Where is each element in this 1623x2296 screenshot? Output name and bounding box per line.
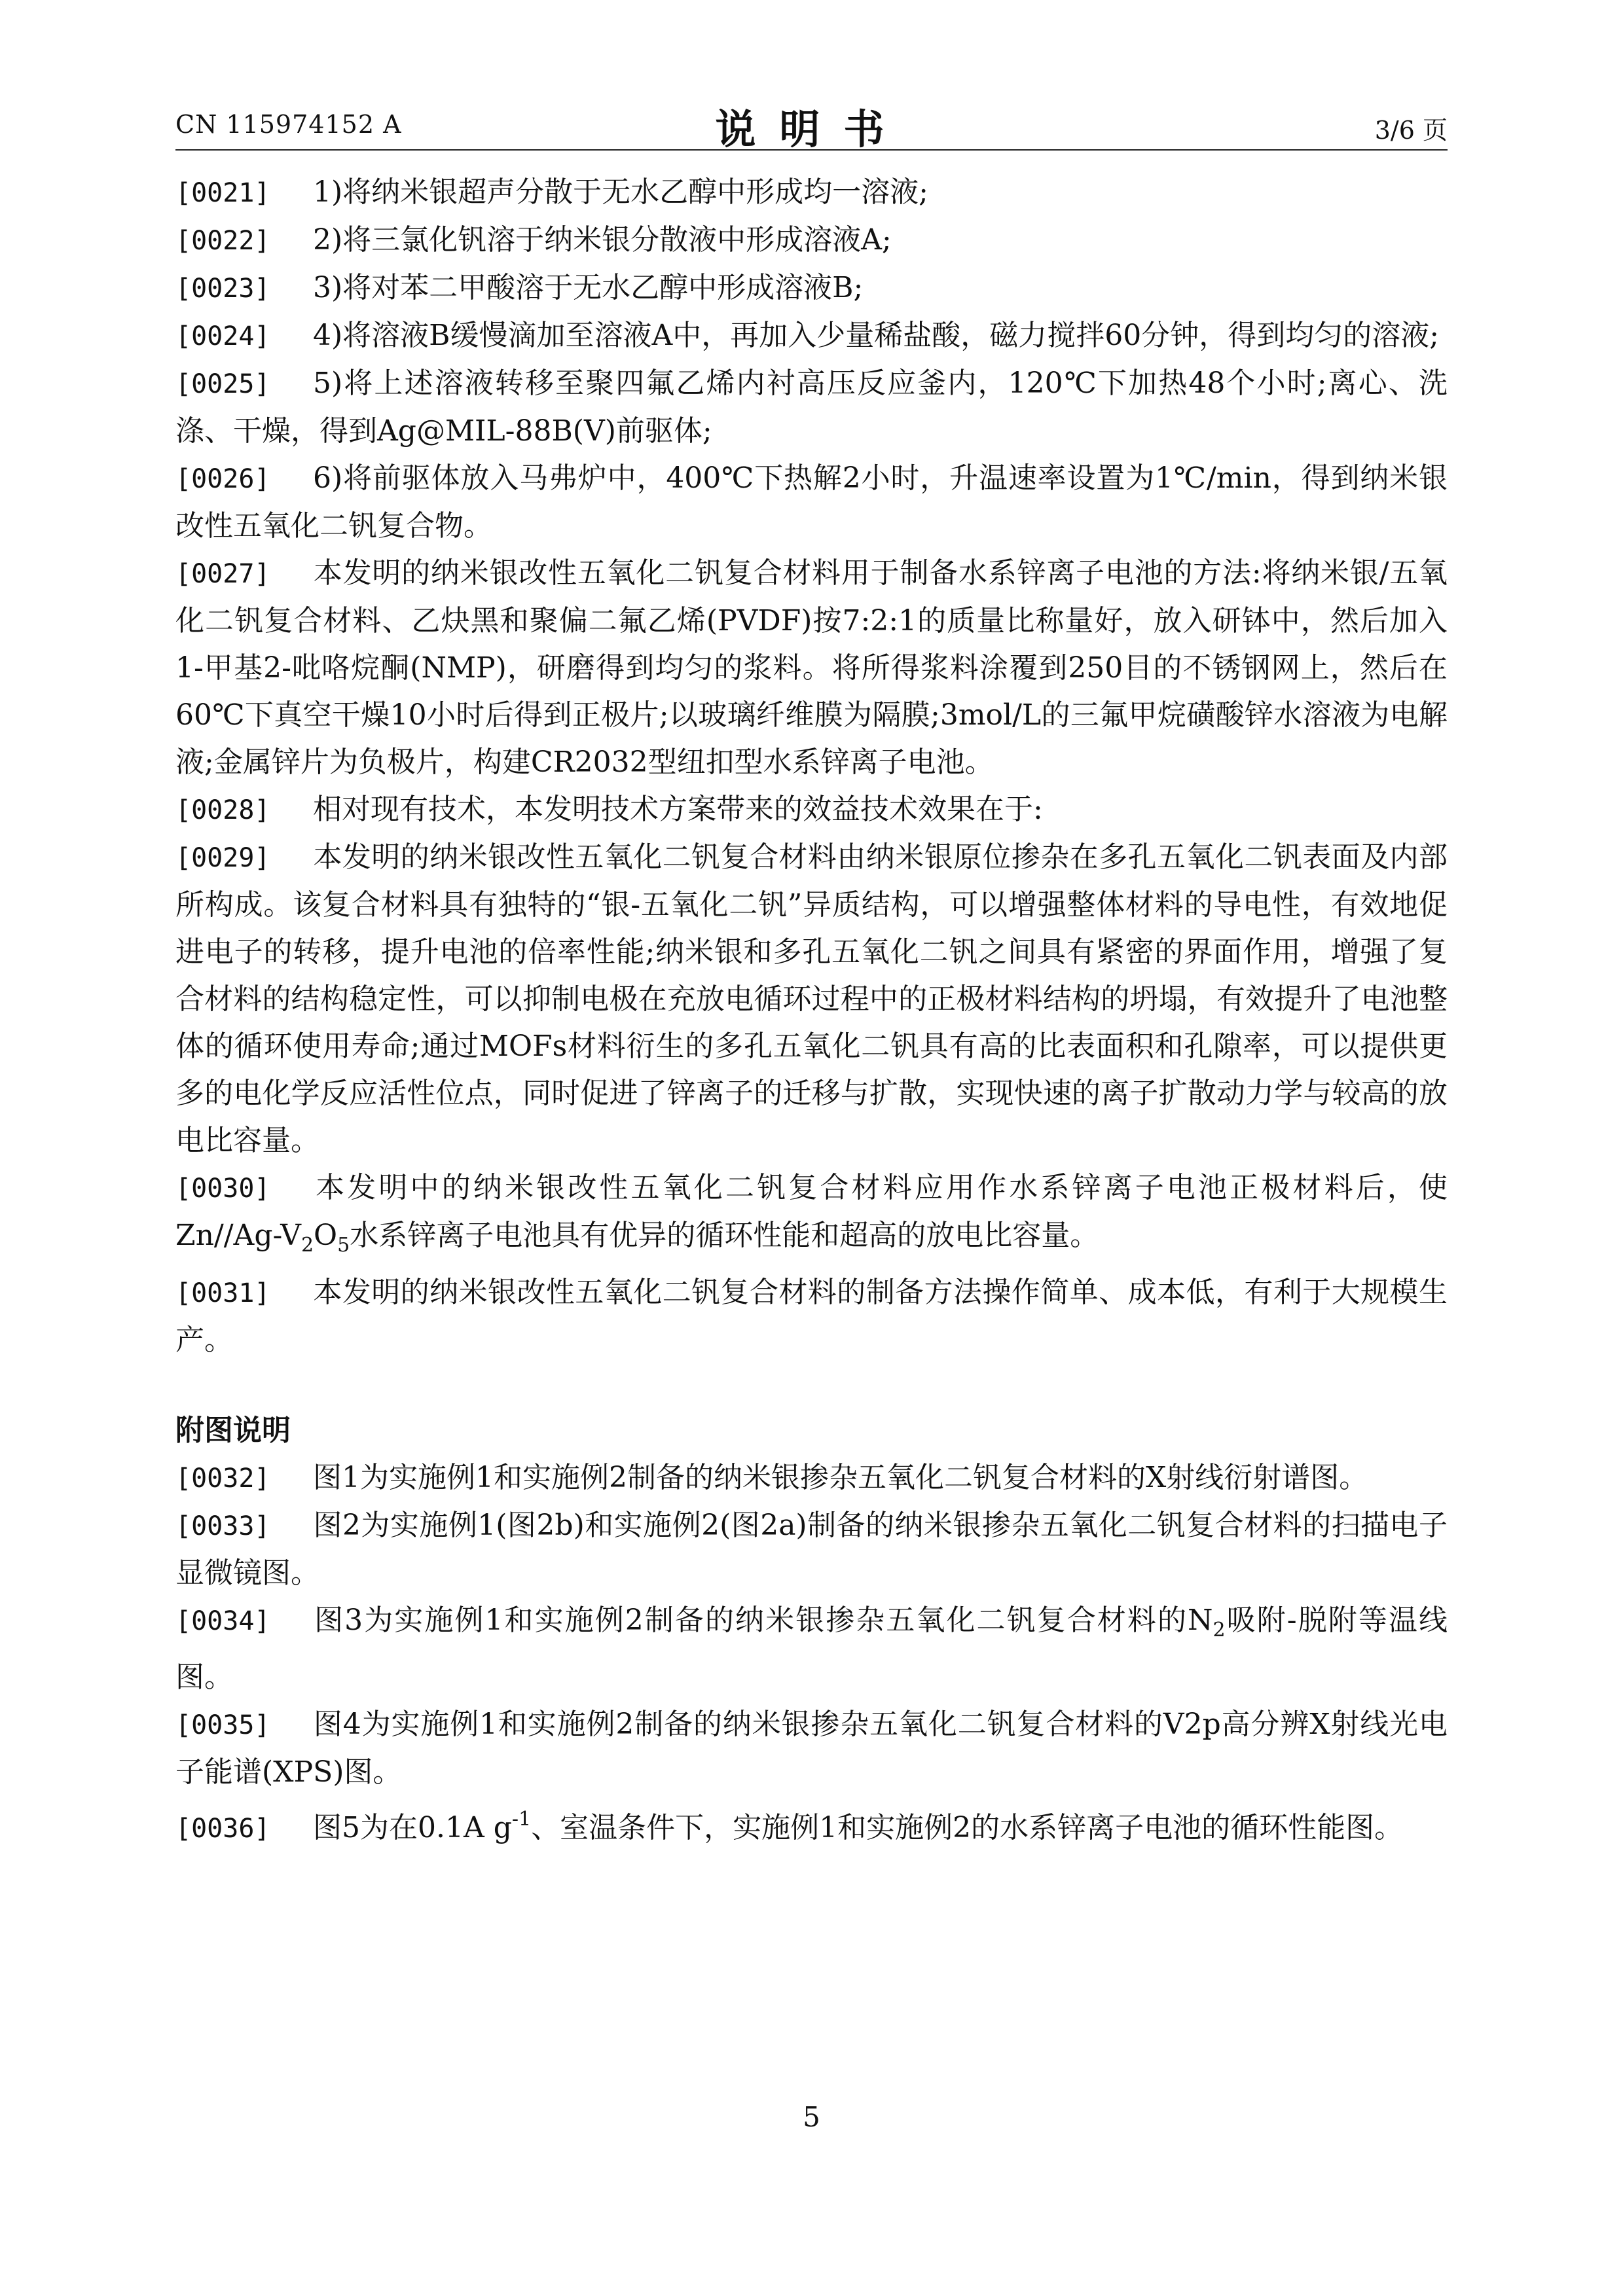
paragraph-text: 1)将纳米银超声分散于无水乙醇中形成均一溶液;: [313, 175, 928, 209]
paragraph-number: [0030]: [175, 1174, 270, 1204]
paragraph-number: [0028]: [175, 795, 270, 825]
paragraph-text: 2)将三氯化钒溶于纳米银分散液中形成溶液A;: [313, 223, 892, 257]
paragraph-0026: [175, 455, 1448, 550]
page-number: 5: [803, 2101, 820, 2133]
paragraph-text: 本发明的纳米银改性五氧化二钒复合材料用于制备水系锌离子电池的方法:将纳米银/五氧化二钒复合材料、乙炔黑和聚偏二氟乙烯(PVDF)按7:2:1的质量比称量好，放入研钵中，然后加入1-甲基2-吡咯烷酮(NMP)，研磨得到均匀的浆料。将所得浆料涂覆到250目的不锈钢网上，然后在60℃下真空干燥10小时后得到正极片;以玻璃纤维膜为隔膜;3mol/L的三氟甲烷磺酸锌水溶液为电解液;金属锌片为负极片，构建CR2032型纽扣型水系锌离子电池。: [175, 556, 1448, 779]
paragraph-text: 吸附-脱附等温线图。: [175, 1604, 1448, 1694]
paragraph-text: 5)将上述溶液转移至聚四氟乙烯内衬高压反应釜内，120℃下加热48个小时;离心、洗涤、干燥，得到Ag@MIL-88B(V)前驱体;: [175, 367, 1448, 448]
paragraph-0025: [175, 360, 1448, 455]
paragraph-0024: [175, 312, 1448, 360]
header-rule: [175, 149, 1448, 151]
paragraph-0035: [175, 1701, 1448, 1796]
paragraph-text: 6)将前驱体放入马弗炉中，400℃下热解2小时，升温速率设置为1℃/min，得到纳米银改性五氧化二钒复合物。: [175, 461, 1448, 543]
subscript: 5: [337, 1234, 350, 1257]
figures-heading: 附图说明: [175, 1414, 291, 1447]
paragraph-0029: [175, 834, 1448, 1164]
document-body: [175, 169, 1448, 1852]
paragraph-0027: [175, 550, 1448, 786]
paragraph-0036: [175, 1796, 1448, 1852]
paragraph-text: 本发明的纳米银改性五氧化二钒复合材料由纳米银原位掺杂在多孔五氧化二钒表面及内部所构成。该复合材料具有独特的“银-五氧化二钒”异质结构，可以增强整体材料的导电性，有效地促进电子的转移，提升电池的倍率性能;纳米银和多孔五氧化二钒之间具有紧密的界面作用，增强了复合材料的结构稳定性，可以抑制电极在充放电循环过程中的正极材料结构的坍塌，有效提升了电池整体的循环使用寿命;通过MOFs材料衍生的多孔五氧化二钒具有高的比表面积和孔隙率，可以提供更多的电化学反应活性位点，同时促进了锌离子的迁移与扩散，实现快速的离子扩散动力学与较高的放电比容量。: [175, 840, 1448, 1157]
paragraph-0034: [175, 1597, 1448, 1701]
paragraph-0023: [175, 264, 1448, 312]
paragraph-0033: [175, 1502, 1448, 1597]
paragraph-text: 3)将对苯二甲酸溶于无水乙醇中形成溶液B;: [313, 271, 864, 304]
subscript: 2: [301, 1234, 314, 1257]
paragraph-number: [0023]: [175, 274, 270, 304]
paragraph-number: [0031]: [175, 1278, 270, 1308]
paragraph-number: [0026]: [175, 464, 270, 494]
paragraph-0030: [175, 1164, 1448, 1269]
paragraph-0021: [175, 169, 1448, 217]
paragraph-text: 图4为实施例1和实施例2制备的纳米银掺杂五氧化二钒复合材料的V2p高分辨X射线光电子能谱(XPS)图。: [175, 1708, 1448, 1789]
document-title: 说明书: [715, 105, 908, 153]
paragraph-text: O: [314, 1219, 338, 1252]
publication-number: CN 115974152 A: [175, 110, 402, 139]
paragraph-text: 相对现有技术，本发明技术方案带来的效益技术效果在于:: [313, 793, 1043, 826]
paragraph-0022: [175, 217, 1448, 264]
paragraph-text: 、室温条件下，实施例1和实施例2的水系锌离子电池的循环性能图。: [531, 1811, 1404, 1844]
paragraph-text: 本发明的纳米银改性五氧化二钒复合材料的制备方法操作简单、成本低，有利于大规模生产。: [175, 1276, 1448, 1357]
paragraph-number: [0033]: [175, 1511, 270, 1541]
paragraph-number: [0021]: [175, 178, 270, 208]
paragraph-number: [0024]: [175, 321, 270, 351]
paragraph-number: [0032]: [175, 1463, 270, 1494]
paragraph-text: 图3为实施例1和实施例2制备的纳米银掺杂五氧化二钒复合材料的N: [313, 1604, 1213, 1637]
paragraph-number: [0029]: [175, 843, 270, 873]
paragraph-text: 图5为在0.1A g: [313, 1811, 512, 1844]
page-counter: 3/6 页: [1374, 116, 1448, 145]
paragraph-text: 4)将溶液B缓慢滴加至溶液A中，再加入少量稀盐酸，磁力搅拌60分钟，得到均匀的溶液;: [313, 319, 1440, 352]
paragraph-0031: [175, 1269, 1448, 1364]
paragraph-number: [0022]: [175, 226, 270, 256]
paragraph-0028: [175, 786, 1448, 834]
subscript: 2: [1213, 1619, 1226, 1641]
paragraph-text: 图2为实施例1(图2b)和实施例2(图2a)制备的纳米银掺杂五氧化二钒复合材料的扫描电子显微镜图。: [175, 1509, 1448, 1590]
paragraph-text: 本发明中的纳米银改性五氧化二钒复合材料应用作水系锌离子电池正极材料后，使Zn//Ag-V: [175, 1171, 1448, 1252]
paragraph-number: [0036]: [175, 1814, 270, 1844]
paragraph-number: [0027]: [175, 559, 270, 589]
paragraph-0032: [175, 1454, 1448, 1502]
paragraph-number: [0035]: [175, 1710, 270, 1740]
paragraph-text: 图1为实施例1和实施例2制备的纳米银掺杂五氧化二钒复合材料的X射线衍射谱图。: [313, 1461, 1368, 1494]
paragraph-text: 水系锌离子电池具有优异的循环性能和超高的放电比容量。: [350, 1219, 1099, 1252]
paragraph-number: [0034]: [175, 1606, 270, 1636]
superscript: -1: [511, 1808, 532, 1831]
paragraph-number: [0025]: [175, 369, 270, 399]
